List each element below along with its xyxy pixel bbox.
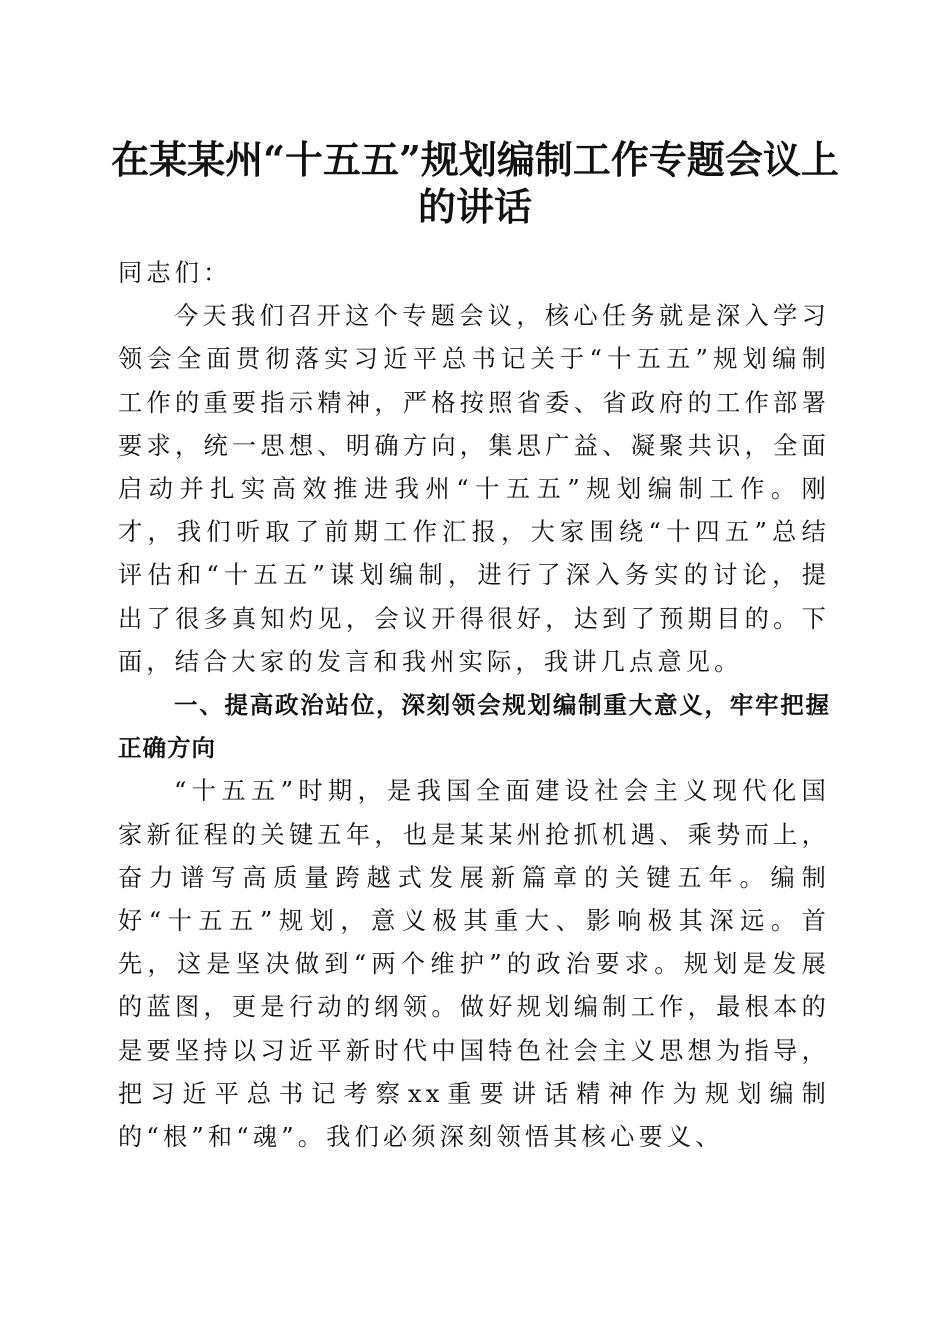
document-body — [118, 252, 830, 1159]
title-line-1: 在某某州“十五五”规划编制工作专题会议上 — [111, 137, 839, 182]
paragraph-opening: 今天我们召开这个专题会议，核心任务就是深入学习领会全面贯彻落实习近平总书记关于“十五五”规划编制工作的重要指示精神，严格按照省委、省政府的工作部署要求，统一思想、明确方向，集思广益、凝聚共识，全面启动并扎实高效推进我州“十五五”规划编制工作。刚才，我们听取了前期工作汇报，大家围绕“十四五”总结评估和“十五五”谋划编制，进行了深入务实的讨论，提出了很多真知灼见，会议开得很好，达到了预期目的。下面，结合大家的发言和我州实际，我讲几点意见。 — [118, 302, 830, 676]
section-heading-1: 一、提高政治站位，深刻领会规划编制重大意义，牢牢把握正确方向 — [118, 691, 830, 763]
document-title — [80, 136, 870, 230]
title-line-2: 的讲话 — [417, 184, 532, 229]
greeting: 同志们： — [118, 259, 232, 287]
paragraph-section-1: “十五五”时期，是我国全面建设社会主义现代化国家新征程的关键五年，也是某某州抢抓机遇、乘势而上，奋力谱写高质量跨越式发展新篇章的关键五年。编制好“十五五”规划，意义极其重大、影响极其深远。首先，这是坚决做到“两个维护”的政治要求。规划是发展的蓝图，更是行动的纲领。做好规划编制工作，最根本的是要坚持以习近平新时代中国特色社会主义思想为指导，把习近平总书记考察xx重要讲话精神作为规划编制的“根”和“魂”。我们必须深刻领悟其核心要义、 — [118, 777, 830, 1152]
